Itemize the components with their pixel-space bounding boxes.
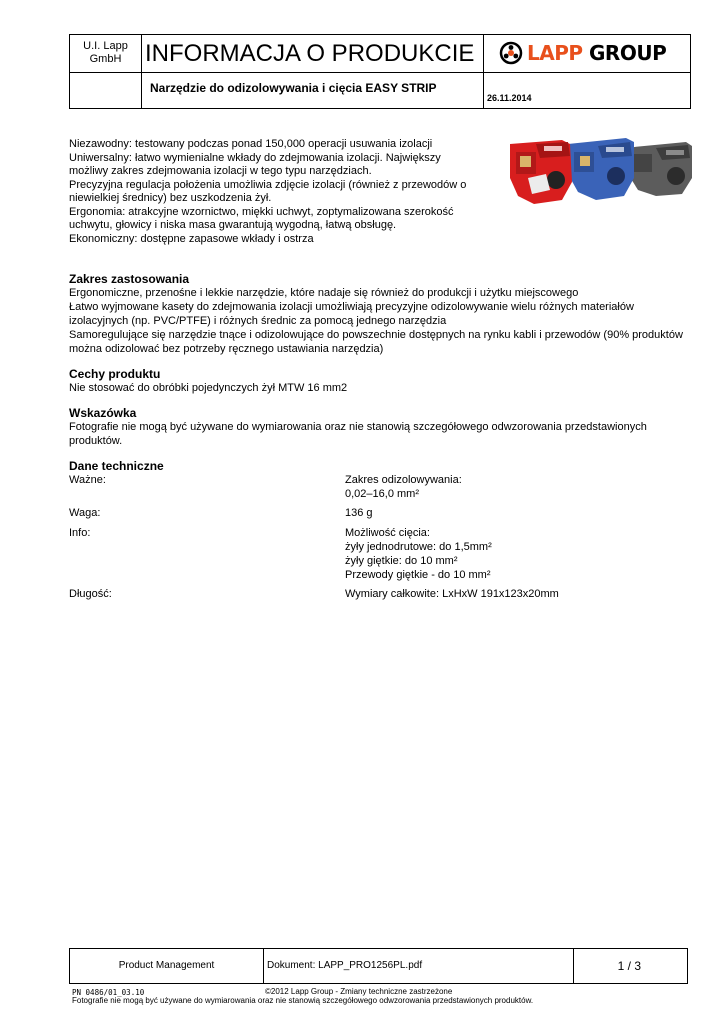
grey-tool-image	[624, 142, 692, 196]
logo-text: LAPP GROUP	[527, 41, 667, 65]
product-subtitle: Narzędzie do odizolowywania i cięcia EASY STRIP	[142, 73, 484, 109]
tech-value: 136 g	[345, 507, 373, 519]
application-section	[69, 272, 694, 356]
intro-line: uchwytu, głowicy i niska masa gwarantują wygodną, łatwą obsługę.	[69, 219, 397, 231]
tech-label: Info:	[69, 527, 91, 539]
tech-label: Długość:	[69, 588, 112, 600]
company-name	[70, 35, 142, 73]
product-photo	[506, 134, 696, 206]
tech-value: Możliwość cięcia: żyły jednodrutowe: do 1,5mm² żyły giętkie: do 10 mm² Przewody giętkie - do 10 mm²	[345, 527, 492, 581]
section-line: produktów.	[69, 435, 123, 447]
section-heading: Zakres zastosowania	[69, 272, 190, 286]
hint-section	[69, 406, 694, 448]
blue-tool-image	[568, 138, 634, 200]
tech-value: Zakres odizolowywania: 0,02–16,0 mm²	[345, 474, 462, 500]
tech-section	[69, 459, 694, 473]
document-date: 26.11.2014	[487, 93, 532, 103]
footer-department: Product Management	[70, 949, 264, 983]
features-section	[69, 367, 694, 395]
footer-table	[69, 948, 688, 984]
section-heading: Dane techniczne	[69, 459, 164, 473]
copyright-note: ©2012 Lapp Group - Zmiany techniczne zastrzeżone	[265, 987, 453, 996]
section-line: izolacyjnych (np. PVC/PTFE) i różnych średnic za pomocą jednego narzędzia	[69, 315, 447, 327]
company-line-2: GmbH	[89, 53, 122, 65]
page-number: 1 / 3	[617, 959, 641, 973]
reel-icon	[499, 41, 523, 65]
part-number: PN 0486/01_03.10	[72, 988, 145, 997]
tech-value: Wymiary całkowite: LxHxW 191x123x20mm	[345, 588, 559, 600]
section-line: można odizolować bez potrzeby ręcznego ustawiania narzędzia)	[69, 343, 384, 355]
intro-line: Precyzyjna regulacja położenia umożliwia zdjęcie izolacji (również z przewodów o	[69, 178, 467, 191]
intro-line: Uniwersalny: łatwo wymienialne wkłady do zdejmowania izolacji. Największy	[69, 151, 441, 164]
red-tool-image	[510, 140, 572, 204]
company-line-1: U.I. Lapp	[83, 40, 128, 52]
section-heading: Wskazówka	[69, 406, 137, 420]
intro-line: możliwy zakres zdejmowania izolacji w tego typu narzędziach.	[69, 165, 372, 177]
section-line: Fotografie nie mogą być używane do wymiarowania oraz nie stanowią szczegółowego odwzorowania przedstawionych	[69, 421, 647, 433]
intro-line: niewielkiej średnicy) bez uszkodzenia żył.	[69, 192, 272, 204]
lapp-group-logo	[484, 35, 690, 73]
header-empty-cell	[70, 73, 142, 109]
intro-line: Niezawodny: testowany podczas ponad 150,000 operacji usuwania izolacji	[69, 138, 433, 150]
tech-label: Ważne:	[69, 474, 106, 486]
intro-line: Ergonomia: atrakcyjne wzornictwo, miękki uchwyt, zoptymalizowana szerokość	[69, 205, 454, 218]
intro-line: Ekonomiczny: dostępne zapasowe wkłady i ostrza	[69, 232, 314, 245]
tech-label: Waga:	[69, 507, 101, 519]
section-line: Łatwo wyjmowane kasety do zdejmowania izolacji umożliwiają precyzyjne odizolowywanie wielu różnych materiałów	[69, 301, 634, 313]
section-line: Nie stosować do obróbki pojedynczych żył MTW 16 mm2	[69, 382, 348, 394]
disclaimer-note: Fotografie nie mogą być używane do wymiarowania oraz nie stanowią szczegółowego odwzorowania przedstawionych produktów.	[72, 996, 534, 1005]
section-line: Samoregulujące się narzędzie tnące i odizolowujące do powszechnie dostępnych na rynku kabli i przewodów (90% produktów	[69, 329, 683, 341]
section-heading: Cechy produktu	[69, 367, 161, 381]
document-title: INFORMACJA O PRODUKCIE	[142, 35, 484, 73]
footer-document: Dokument: LAPP_PRO1256PL.pdf	[264, 949, 574, 983]
intro-text	[69, 138, 479, 246]
section-line: Ergonomiczne, przenośne i lekkie narzędzie, które nadaje się również do produkcji i użytku miejscowego	[69, 287, 579, 299]
header-table	[69, 34, 691, 109]
